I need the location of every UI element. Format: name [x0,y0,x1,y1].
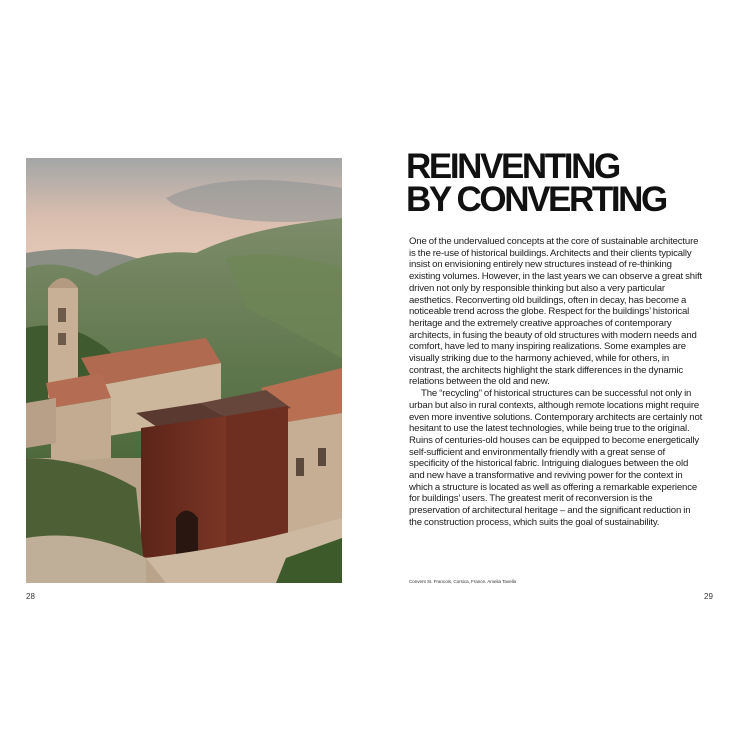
headline-line-2: BY CONVERTING [406,180,666,219]
body-paragraph-2: The “recycling” of historical structures can be successful not only in urban but also in rural contexts, although remote locations might require even more inventive solutions. Contemporary architects are certainly not hesitant to use the latest technologies, while being true to the original. Ruins of centuries-old houses can be equipped to become energetically self-sufficient and environmentally friendly with a great sense of specificity of the historical fabric. Intriguing dialogues between the old and new have a transformative and reviving power for the context in which a structure is located as well as offering a remarkable experience for buildings’ users. The greatest merit of reconversion is the preservation of architectural heritage – and the significant reduction in the construction process, which suits the goal of sustainability. [409,388,703,528]
photo-caption: Convent St. Francois, Corsica, France. Amelia Tavella [409,579,517,584]
article-body [409,236,705,529]
page-number-right: 29 [704,592,713,601]
convent-building-photo [26,158,342,583]
body-paragraph-1: One of the undervalued concepts at the core of sustainable architecture is the re-use of historical buildings. Architects and their clients typically insist on envisioning entirely new structures instead of re-thinking existing volumes. However, in the last years we can observe a great shift driven not only by responsible thinking but also a very particular aesthetics. Reconverting old buildings, often in decay, has become a noticeable trend across the globe. Respect for the buildings’ historical heritage and the extremely creative approaches of contemporary architects, in fusing the beauty of old structures with modern needs and comfort, have led to many inspiring realizations. Some examples are visually striking due to the harmony achieved, while for others, in contrast, the architects highlight the stark differences in the dynamic relations between the old and new. [409,236,702,388]
page-number-left: 28 [26,592,35,601]
headline-line-1: REINVENTING [406,147,619,186]
article-headline [406,147,726,219]
